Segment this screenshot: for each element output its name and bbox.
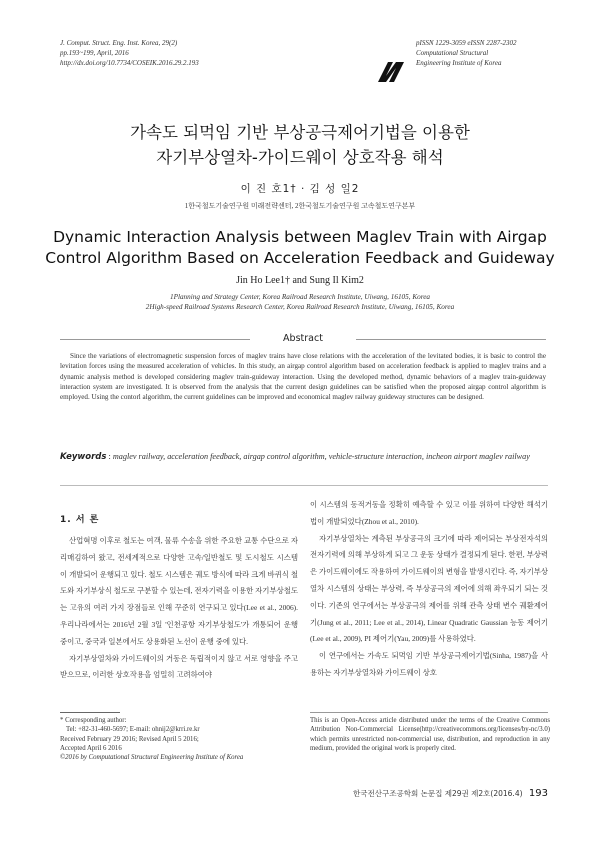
english-affiliation-2: 2High-speed Railroad Systems Research Center, Korea Railroad Research Institute, Uiwang, 16105, Korea — [145, 303, 455, 311]
left-column — [60, 533, 298, 684]
journal-logo-icon — [376, 60, 406, 84]
footnote-rule-left — [60, 712, 120, 713]
issn-line: pISSN 1229-3059 eISSN 2287-2302 — [416, 39, 517, 47]
header-divider — [60, 485, 548, 486]
korean-authors: 이 진 호1† · 김 성 일2 — [240, 183, 360, 195]
paragraph: 산업혁명 이후로 철도는 여객, 물류 수송을 위한 주요한 교통 수단으로 자리매김하여 왔고, 전세계적으로 다양한 고속/일반철도 및 도시철도 시스템이 개발되어 운행되고 있다. 철도 시스템은 궤도 방식에 따라 크게 바퀴식 철도와 자기부상식 철도로 구분할 수 있는데, 전자기력을 이용한 자기부상철도는 고유의 여러 가지 장점들로 인해 꾸준히 연구되고 있다(Lee et al., 2006). 우리나라에서는 2016년 2월 3일 '인천공항 자기부상철도'가 개통되어 운행 중이고, 중국과 일본에서도 상용화된 노선이 운행 중에 있다. — [60, 536, 298, 646]
footnote-rule-right — [310, 712, 548, 713]
issn-block — [416, 38, 566, 68]
footnote-right — [310, 716, 550, 753]
corresponding-author: * Corresponding author: — [60, 717, 127, 724]
section-heading-introduction: 1. 서 론 — [60, 515, 100, 525]
abstract-text: Since the variations of electromagnetic suspension forces of maglev trains have close relations with the acceleration of the levitated bodies, it is basic to control the levitation forces using the measured acceleration of vehicles. In this study, an airgap control algorithm based on acceleration feedback is applied to maglev trains and a dynamic analysis method is developed considering maglev train-guideway interaction. Using the developed method, dynamic behaviors of a maglev train-guideway interaction system are investigated. It is observed from the analysis that the current design guidelines can be satisfied when the proposed airgap control algorithm is employed. Using the contorl algorithm, the current guidelines can be improved and economical maglev railway guideway structures can be designed. — [60, 352, 546, 402]
right-column — [310, 497, 548, 682]
copyright: ©2016 by Computational Structural Engineering Institute of Korea — [60, 754, 244, 762]
keywords-list: maglev railway, acceleration feedback, airgap control algorithm, vehicle-structure interaction, incheon airport maglev railway — [112, 452, 530, 461]
korean-affiliations: 1한국철도기술연구원 미래전략센터, 2한국철도기술연구원 고속철도연구본부 — [184, 202, 416, 210]
doi-link[interactable]: http://dx.doi.org/10.7734/COSEIK.2016.29.2.193 — [60, 59, 199, 67]
korean-title-line-2: 자기부상열차-가이드웨이 상호작용 해석 — [156, 148, 444, 167]
english-affiliations — [40, 292, 560, 312]
paragraph: 자기부상열차는 계측된 부상공극의 크기에 따라 제어되는 부상전자석의 전자기력에 의해 부상하게 되고 그 운동 상태가 결정되게 된다. 한편, 부상력은 가이드웨이에도 작용하여 가이드웨이의 변형을 발생시킨다. 즉, 자기부상열차 시스템의 상태는 부상력, 즉 부상공극의 제어에 의해 좌우되기 되는 것이다. 기존의 연구에서는 부상공극의 제어를 위해 관측 상태 변수 궤환제어기(Jung et al., 2011; Lee et al., 2014), Linear Quadratic Gaussian 능동 제어기(Lee et al., 2009), PI 제어기(Yau, 2009)를 사용하였다. — [310, 533, 548, 644]
keywords-label: Keywords — [60, 452, 107, 462]
paragraph: 이 시스템의 동적거동을 정확히 예측할 수 있고 이를 위하여 다양한 해석기법이 개발되었다(Zhou et al., 2010). — [310, 500, 548, 526]
korean-title-line-1: 가속도 되먹임 기반 부상공극제어기법을 이용한 — [130, 123, 470, 142]
footer-journal: 한국전산구조공학회 논문집 제29권 제2호(2016.4) — [353, 789, 523, 798]
abstract-body — [60, 351, 546, 402]
footnote-left — [60, 716, 300, 762]
abstract-rule-right — [356, 339, 546, 340]
journal-citation — [60, 38, 320, 68]
abstract-heading: Abstract — [283, 333, 323, 344]
korean-title — [40, 120, 560, 170]
page-number: 193 — [528, 788, 548, 799]
paragraph: 이 연구에서는 가속도 되먹임 기반 부상공극제어기법(Sinha, 1987)을 사용하는 자기부상열차와 가이드웨이 상호 — [310, 651, 548, 677]
english-affiliation-1: 1Planning and Strategy Center, Korea Railroad Research Institute, Uiwang, 16105, Korea — [169, 293, 431, 301]
english-title — [40, 227, 560, 269]
english-authors: Jin Ho Lee1† and Sung Il Kim2 — [236, 275, 364, 286]
citation-line-2: pp.193~199, April, 2016 — [60, 49, 129, 57]
society-line-2: Engineering Institute of Korea — [416, 59, 502, 67]
accepted-date: Accepted April 6 2016 — [60, 744, 122, 752]
english-title-line-1: Dynamic Interaction Analysis between Maglev Train with Airgap — [53, 228, 547, 246]
english-title-line-2: Control Algorithm Based on Acceleration Feedback and Guideway — [45, 249, 555, 267]
citation-line-1: J. Comput. Struct. Eng. Inst. Korea, 29(2) — [60, 39, 178, 47]
received-dates: Received February 29 2016; Revised April 5 2016; — [60, 735, 199, 743]
contact-info: Tel: +82-31-460-5697; E-mail: ohnij2@krri.re.kr — [66, 726, 200, 734]
page-footer — [300, 788, 548, 799]
society-line-1: Computational Structural — [416, 49, 489, 57]
keywords-block: Keywords : maglev railway, acceleration feedback, airgap control algorithm, vehicle-structure interaction, incheon airport maglev railway — [60, 452, 530, 462]
paragraph: 자기부상열차와 가이드웨이의 거동은 독립적이지 않고 서로 영향을 주고 받으므로, 이러한 상호작용을 엄밀히 고려하여야 — [60, 653, 298, 680]
license-text: This is an Open-Access article distributed under the terms of the Creative Commons Attribution Non-Commercial License(http://creativecommons.org/licenses/by-nc/3.0) which permits unrestricted non-commercial use, distribution, and reproduction in any medium, provided the original work is properly cited. — [310, 717, 550, 752]
